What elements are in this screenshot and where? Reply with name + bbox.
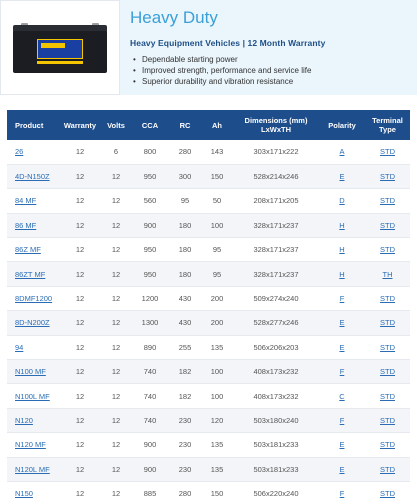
ah-cell: 150 xyxy=(201,164,233,188)
rc-cell: 180 xyxy=(169,262,201,286)
cca-cell: 950 xyxy=(131,238,169,262)
ah-cell: 100 xyxy=(201,360,233,384)
dimensions-cell: 503x181x233 xyxy=(233,433,319,457)
polarity-link[interactable]: C xyxy=(339,391,345,401)
table-cell xyxy=(7,360,59,384)
table-row xyxy=(7,384,410,408)
column-header-dimensions: Dimensions (mm) LxWxTH xyxy=(233,110,319,140)
table-cell xyxy=(7,433,59,457)
cca-cell: 900 xyxy=(131,457,169,481)
volts-cell: 12 xyxy=(101,360,131,384)
table-cell xyxy=(365,238,410,262)
terminal-link[interactable]: STD xyxy=(380,294,395,304)
cca-cell: 950 xyxy=(131,164,169,188)
product-table-container xyxy=(7,110,410,500)
product-link[interactable]: N100L MF xyxy=(15,391,50,401)
table-cell xyxy=(7,189,59,213)
dimensions-cell: 503x180x240 xyxy=(233,408,319,432)
dimensions-cell: 408x173x232 xyxy=(233,360,319,384)
battery-image xyxy=(0,0,120,95)
table-cell xyxy=(365,262,410,286)
table-cell xyxy=(7,311,59,335)
dimensions-cell: 303x171x222 xyxy=(233,140,319,164)
volts-cell: 12 xyxy=(101,238,131,262)
product-info xyxy=(120,0,417,95)
dimensions-cell: 408x173x232 xyxy=(233,384,319,408)
warranty-cell: 12 xyxy=(59,213,101,237)
warranty-cell: 12 xyxy=(59,433,101,457)
table-cell xyxy=(7,286,59,310)
polarity-link[interactable]: H xyxy=(339,245,345,255)
product-link[interactable]: 94 xyxy=(15,342,24,352)
terminal-link[interactable]: TH xyxy=(382,269,393,279)
table-row xyxy=(7,481,410,500)
rc-cell: 280 xyxy=(169,140,201,164)
terminal-link[interactable]: STD xyxy=(380,464,395,474)
polarity-link[interactable]: F xyxy=(339,415,345,425)
column-header-cca: CCA xyxy=(131,110,169,140)
table-row xyxy=(7,189,410,213)
volts-cell: 12 xyxy=(101,189,131,213)
cca-cell: 890 xyxy=(131,335,169,359)
volts-cell: 12 xyxy=(101,481,131,500)
table-header-row xyxy=(7,110,410,140)
cca-cell: 1300 xyxy=(131,311,169,335)
dimensions-cell: 503x181x233 xyxy=(233,457,319,481)
ah-cell: 135 xyxy=(201,457,233,481)
product-link[interactable]: 84 MF xyxy=(15,196,37,206)
table-cell xyxy=(365,286,410,310)
cca-cell: 900 xyxy=(131,213,169,237)
volts-cell: 12 xyxy=(101,164,131,188)
table-cell xyxy=(319,433,365,457)
volts-cell: 12 xyxy=(101,408,131,432)
table-row xyxy=(7,164,410,188)
table-row xyxy=(7,311,410,335)
warranty-cell: 12 xyxy=(59,189,101,213)
table-cell xyxy=(319,408,365,432)
polarity-link[interactable]: H xyxy=(339,220,345,230)
table-row xyxy=(7,360,410,384)
ah-cell: 135 xyxy=(201,433,233,457)
table-cell xyxy=(319,262,365,286)
terminal-link[interactable]: STD xyxy=(380,342,395,352)
table-row xyxy=(7,433,410,457)
volts-cell: 6 xyxy=(101,140,131,164)
rc-cell: 180 xyxy=(169,238,201,262)
ah-cell: 200 xyxy=(201,311,233,335)
table-cell xyxy=(365,360,410,384)
table-row xyxy=(7,262,410,286)
table-cell xyxy=(7,335,59,359)
warranty-cell: 12 xyxy=(59,164,101,188)
table-cell xyxy=(7,164,59,188)
volts-cell: 12 xyxy=(101,213,131,237)
cca-cell: 885 xyxy=(131,481,169,500)
warranty-cell: 12 xyxy=(59,360,101,384)
rc-cell: 430 xyxy=(169,311,201,335)
rc-cell: 182 xyxy=(169,360,201,384)
product-subtitle: Heavy Equipment Vehicles | 12 Month Warranty xyxy=(130,38,326,48)
product-link[interactable]: 26 xyxy=(15,147,24,157)
ah-cell: 100 xyxy=(201,213,233,237)
polarity-link[interactable]: H xyxy=(339,269,345,279)
table-row xyxy=(7,457,410,481)
product-link[interactable]: 86Z MF xyxy=(15,245,41,255)
table-cell xyxy=(365,408,410,432)
terminal-link[interactable]: STD xyxy=(380,172,395,182)
warranty-cell: 12 xyxy=(59,238,101,262)
table-cell xyxy=(365,311,410,335)
rc-cell: 280 xyxy=(169,481,201,500)
table-cell xyxy=(365,457,410,481)
column-header-polarity: Polarity xyxy=(319,110,365,140)
table-cell xyxy=(7,140,59,164)
dimensions-cell: 509x274x240 xyxy=(233,286,319,310)
rc-cell: 430 xyxy=(169,286,201,310)
volts-cell: 12 xyxy=(101,457,131,481)
volts-cell: 12 xyxy=(101,286,131,310)
volts-cell: 12 xyxy=(101,262,131,286)
product-link[interactable]: N120 MF xyxy=(15,440,46,450)
table-row xyxy=(7,213,410,237)
table-cell xyxy=(365,189,410,213)
polarity-link[interactable]: E xyxy=(339,172,345,182)
table-cell xyxy=(7,481,59,500)
column-header-volts: Volts xyxy=(101,110,131,140)
table-cell xyxy=(319,213,365,237)
table-row xyxy=(7,238,410,262)
feature-item: • Superior durability and vibration resistance xyxy=(142,76,407,87)
ah-cell: 120 xyxy=(201,408,233,432)
terminal-link[interactable]: STD xyxy=(380,440,395,450)
column-header-product: Product xyxy=(7,110,59,140)
terminal-link[interactable]: STD xyxy=(380,415,395,425)
warranty-cell: 12 xyxy=(59,335,101,359)
dimensions-cell: 208x171x205 xyxy=(233,189,319,213)
table-cell xyxy=(7,262,59,286)
cca-cell: 740 xyxy=(131,408,169,432)
table-cell xyxy=(365,384,410,408)
table-cell xyxy=(319,286,365,310)
product-table xyxy=(7,110,410,500)
product-link[interactable]: 86ZT MF xyxy=(15,269,46,279)
product-link[interactable]: N100 MF xyxy=(15,367,46,377)
cca-cell: 800 xyxy=(131,140,169,164)
table-cell xyxy=(319,140,365,164)
cca-cell: 950 xyxy=(131,262,169,286)
table-row xyxy=(7,140,410,164)
volts-cell: 12 xyxy=(101,433,131,457)
warranty-cell: 12 xyxy=(59,262,101,286)
table-row xyxy=(7,408,410,432)
table-row xyxy=(7,335,410,359)
page-title: Heavy Duty xyxy=(130,8,218,27)
ah-cell: 143 xyxy=(201,140,233,164)
product-header xyxy=(0,0,417,95)
warranty-cell: 12 xyxy=(59,384,101,408)
volts-cell: 12 xyxy=(101,311,131,335)
terminal-link[interactable]: STD xyxy=(380,318,395,328)
feature-item: • Dependable starting power xyxy=(142,54,407,65)
product-link[interactable]: 8DMF1200 xyxy=(15,294,53,304)
table-cell xyxy=(319,189,365,213)
feature-item: • Improved strength, performance and service life xyxy=(142,65,407,76)
ah-cell: 95 xyxy=(201,262,233,286)
table-cell xyxy=(365,164,410,188)
cca-cell: 900 xyxy=(131,433,169,457)
rc-cell: 95 xyxy=(169,189,201,213)
rc-cell: 230 xyxy=(169,433,201,457)
ah-cell: 135 xyxy=(201,335,233,359)
column-header-warranty: Warranty xyxy=(59,110,101,140)
warranty-cell: 12 xyxy=(59,481,101,500)
warranty-cell: 12 xyxy=(59,408,101,432)
battery-icon xyxy=(13,23,107,73)
polarity-link[interactable]: E xyxy=(339,318,345,328)
table-cell xyxy=(7,213,59,237)
cca-cell: 740 xyxy=(131,360,169,384)
table-cell xyxy=(319,238,365,262)
column-header-terminal-type: Terminal Type xyxy=(365,110,410,140)
table-cell xyxy=(365,481,410,500)
product-link[interactable]: 4D-N150Z xyxy=(15,172,50,182)
rc-cell: 230 xyxy=(169,457,201,481)
battery-label xyxy=(37,39,83,59)
dimensions-cell: 506x220x240 xyxy=(233,481,319,500)
rc-cell: 182 xyxy=(169,384,201,408)
table-cell xyxy=(319,164,365,188)
column-header-ah: Ah xyxy=(201,110,233,140)
cca-cell: 560 xyxy=(131,189,169,213)
table-row xyxy=(7,286,410,310)
terminal-link[interactable]: STD xyxy=(380,220,395,230)
table-cell xyxy=(365,213,410,237)
dimensions-cell: 528x277x246 xyxy=(233,311,319,335)
dimensions-cell: 328x171x237 xyxy=(233,262,319,286)
dimensions-cell: 328x171x237 xyxy=(233,238,319,262)
table-cell xyxy=(7,457,59,481)
polarity-link[interactable]: A xyxy=(339,147,345,157)
terminal-link[interactable]: STD xyxy=(380,489,395,499)
cca-cell: 740 xyxy=(131,384,169,408)
table-cell xyxy=(365,433,410,457)
table-cell xyxy=(319,457,365,481)
volts-cell: 12 xyxy=(101,384,131,408)
polarity-link[interactable]: E xyxy=(339,342,345,352)
table-cell xyxy=(319,311,365,335)
rc-cell: 300 xyxy=(169,164,201,188)
dimensions-cell: 528x214x246 xyxy=(233,164,319,188)
ah-cell: 95 xyxy=(201,238,233,262)
rc-cell: 180 xyxy=(169,213,201,237)
product-link[interactable]: N120L MF xyxy=(15,464,50,474)
polarity-link[interactable]: F xyxy=(339,294,345,304)
table-cell xyxy=(319,360,365,384)
volts-cell: 12 xyxy=(101,335,131,359)
rc-cell: 230 xyxy=(169,408,201,432)
polarity-link[interactable]: E xyxy=(339,440,345,450)
table-cell xyxy=(7,408,59,432)
warranty-cell: 12 xyxy=(59,311,101,335)
terminal-link[interactable]: STD xyxy=(380,147,395,157)
rc-cell: 255 xyxy=(169,335,201,359)
column-header-rc: RC xyxy=(169,110,201,140)
table-cell xyxy=(7,238,59,262)
warranty-cell: 12 xyxy=(59,457,101,481)
battery-stripe xyxy=(37,61,83,64)
table-cell xyxy=(7,384,59,408)
table-cell xyxy=(319,335,365,359)
ah-cell: 200 xyxy=(201,286,233,310)
polarity-link[interactable]: D xyxy=(339,196,345,206)
dimensions-cell: 506x206x203 xyxy=(233,335,319,359)
product-link[interactable]: 86 MF xyxy=(15,220,37,230)
table-cell xyxy=(365,140,410,164)
warranty-cell: 12 xyxy=(59,286,101,310)
polarity-link[interactable]: E xyxy=(339,464,345,474)
ah-cell: 100 xyxy=(201,384,233,408)
ah-cell: 150 xyxy=(201,481,233,500)
polarity-link[interactable]: F xyxy=(339,489,345,499)
terminal-link[interactable]: STD xyxy=(380,367,395,377)
table-cell xyxy=(365,335,410,359)
ah-cell: 50 xyxy=(201,189,233,213)
terminal-link[interactable]: STD xyxy=(380,245,395,255)
table-cell xyxy=(319,384,365,408)
warranty-cell: 12 xyxy=(59,140,101,164)
dimensions-cell: 328x171x237 xyxy=(233,213,319,237)
cca-cell: 1200 xyxy=(131,286,169,310)
table-cell xyxy=(319,481,365,500)
polarity-link[interactable]: F xyxy=(339,367,345,377)
product-link[interactable]: N120 xyxy=(15,415,33,425)
product-link[interactable]: N150 xyxy=(15,489,33,499)
feature-list xyxy=(130,54,407,87)
product-link[interactable]: 8D-N200Z xyxy=(15,318,50,328)
terminal-link[interactable]: STD xyxy=(380,196,395,206)
terminal-link[interactable]: STD xyxy=(380,391,395,401)
